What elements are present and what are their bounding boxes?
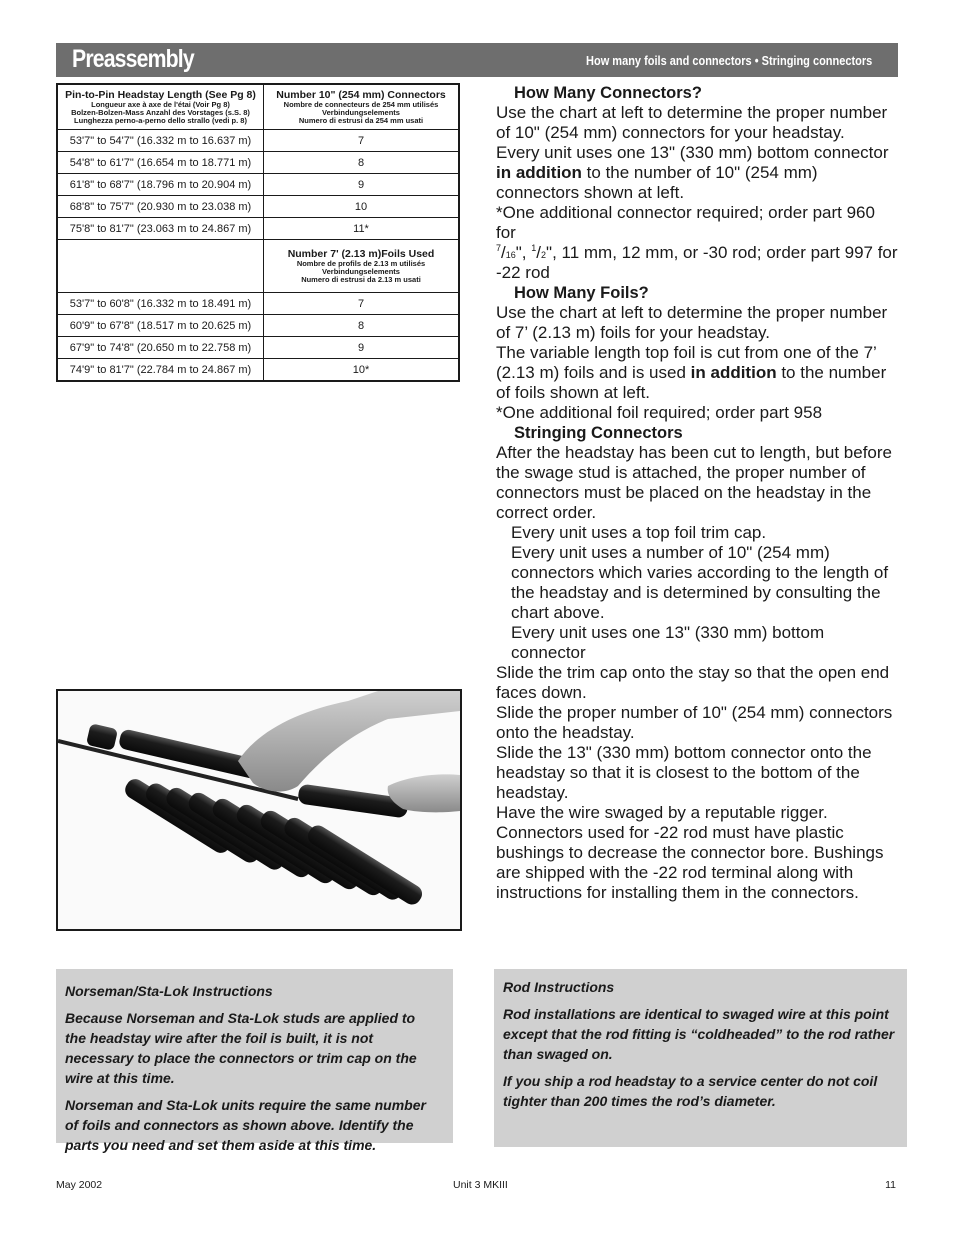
trim-cap (86, 723, 118, 751)
connectors-photo (56, 689, 462, 931)
paragraph: Use the chart at left to determine the proper number of 7’ (2.13 m) foils for your headstay. (496, 303, 888, 342)
table-row (57, 293, 459, 315)
heading-foils: How Many Foils? (514, 284, 649, 302)
note-paragraph: If you ship a rod headstay to a service center do not coil tighter than 200 times the rod’s diameter. (503, 1073, 878, 1109)
footer-unit: Unit 3 MKIII (453, 1179, 508, 1191)
count-cell: 8 (264, 152, 460, 174)
table-header-row (57, 84, 459, 130)
count-cell: 11* (264, 218, 460, 240)
headstay-chart-table (56, 83, 460, 382)
count-cell: 7 (264, 130, 460, 152)
note-title: Norseman/Sta-Lok Instructions (65, 983, 273, 999)
norseman-instructions-box (56, 969, 453, 1153)
table-row (57, 174, 459, 196)
right-column (496, 83, 898, 903)
note-paragraph: Because Norseman and Sta-Lok studs are applied to the headstay wire after the foil is built, it is not necessary to place the connectors or trim cap on the wire at this time. (65, 1010, 417, 1086)
length-cell: 61'8" to 68'7" (18.796 m to 20.904 m) (57, 174, 264, 196)
table-row (57, 152, 459, 174)
paragraph: Connectors used for -22 rod must have plastic bushings to decrease the connector bore. Bushings are shipped with the -22 rod terminal along with instructions for installing them in the connectors. (496, 823, 884, 902)
paragraph (496, 143, 898, 203)
list-item: Every unit uses a number of 10" (254 mm) connectors which varies according to the length of the headstay and is determined by consulting the chart above. (511, 543, 889, 622)
text-span: *One additional connector required; order part 960 for (496, 203, 875, 242)
length-cell: 67'9" to 74'8" (20.650 m to 22.758 m) (57, 337, 264, 359)
paragraph: After the headstay has been cut to length, but before the swage stud is attached, the proper number of connectors must be placed on the headstay in the correct order. (496, 443, 892, 522)
list-item: Every unit uses a top foil trim cap. (511, 523, 767, 542)
paragraph (496, 343, 898, 403)
text-span: to the number of foils shown at left. (496, 363, 887, 402)
bold-text: in addition (496, 163, 582, 182)
length-cell: 60'9" to 67'8" (18.517 m to 20.625 m) (57, 315, 264, 337)
footer-page-number: 11 (885, 1179, 896, 1191)
bold-text: in addition (690, 363, 777, 382)
paragraph: Slide the proper number of 10" (254 mm) connectors onto the headstay. (496, 703, 893, 742)
table-row (57, 196, 459, 218)
footer-date: May 2002 (56, 1179, 103, 1191)
length-column-header (57, 84, 264, 130)
length-cell: 74'9" to 81'7" (22.784 m to 24.867 m) (57, 359, 264, 382)
header-fr-text: Nombre de profils de 2.13 m utilisés (296, 259, 426, 268)
length-cell: 75'8" to 81'7" (23.063 m to 24.867 m) (57, 218, 264, 240)
paragraph: Have the wire swaged by a reputable rigger. (496, 803, 828, 822)
page-title: Preassembly (72, 45, 194, 73)
fraction-denominator: 2 (541, 250, 547, 260)
list-item: Every unit uses one 13" (330 mm) bottom connector (511, 623, 825, 662)
fraction-numerator: 7 (496, 243, 502, 253)
table-row (57, 315, 459, 337)
empty-header-cell (57, 240, 264, 293)
count-cell: 9 (264, 174, 460, 196)
count-cell: 8 (264, 315, 460, 337)
fraction-numerator: 1 (531, 243, 537, 253)
header-main-text: Pin-to-Pin Headstay Length (See Pg 8) (65, 89, 256, 101)
note-title: Rod Instructions (503, 979, 615, 995)
text-span: to the number of 10" (254 mm) connectors shown at left. (496, 163, 818, 202)
header-it-text: Lunghezza perno-a-perno dello strallo (vedi p. 8) (74, 116, 247, 125)
photo-illustration (58, 691, 460, 929)
table-row (57, 218, 459, 240)
count-cell: 7 (264, 293, 460, 315)
header-it-text: Numero di estrusi da 2.13 m usati (301, 275, 421, 284)
heading-connectors: How Many Connectors? (514, 84, 702, 102)
table-row (57, 337, 459, 359)
length-cell: 54'8" to 61'7" (16.654 m to 18.771 m) (57, 152, 264, 174)
paragraph: Slide the trim cap onto the stay so that the open end faces down. (496, 663, 890, 702)
paragraph: Use the chart at left to determine the proper number of 10" (254 mm) connectors for your headstay. (496, 103, 888, 142)
count-cell: 10 (264, 196, 460, 218)
length-cell: 53'7" to 60'8" (16.332 m to 18.491 m) (57, 293, 264, 315)
paragraph: *One additional foil required; order part 958 (496, 403, 823, 422)
header-fr-text: Longueur axe à axe de l'étai (Voir Pg 8) (91, 100, 230, 109)
paragraph: *One additional connector required; order part 960 for $^7$/16", $^1$/2", 11 mm, 12 mm, or -30 rod; order part 997 for -22 rod (496, 203, 898, 282)
header-de-text: Verbindungselements (322, 108, 400, 117)
length-cell: 68'8" to 75'7" (20.930 m to 23.038 m) (57, 196, 264, 218)
header-fr-text: Nombre de connecteurs de 254 mm utilisés (283, 100, 439, 109)
header-it-text: Numero di estrusi da 254 mm usati (298, 116, 424, 125)
header-de-text: Bolzen-Bolzen-Mass Anzahl des Vorstages (s.S. 8) (71, 108, 250, 117)
header-de-text: Verbindungselements (322, 267, 400, 276)
note-paragraph: Rod installations are identical to swaged wire at this point except that the rod fitting is “coldheaded” to the rod rather than swaged on. (503, 1006, 895, 1062)
count-cell: 10* (264, 359, 460, 382)
paragraph: Slide the 13" (330 mm) bottom connector onto the headstay so that it is closest to the bottom of the headstay. (496, 743, 872, 802)
table-row (57, 359, 459, 382)
foil-column-header (264, 240, 460, 293)
length-cell: 53'7" to 54'7" (16.332 m to 16.637 m) (57, 130, 264, 152)
header-main-text: Number 7' (2.13 m)Foils Used (287, 248, 435, 260)
heading-stringing: Stringing Connectors (514, 424, 683, 442)
header-bar (56, 43, 898, 77)
table-row (57, 130, 459, 152)
page-subtitle: How many foils and connectors • Stringing connectors (585, 54, 872, 68)
connector-column-header (264, 84, 460, 130)
text-span: , 11 mm, 12 mm, or -30 rod; order part 997 for -22 rod (496, 243, 898, 282)
note-paragraph: Norseman and Sta-Lok units require the same number of foils and connectors as shown above. Identify the parts you need and set them aside at this time. (65, 1097, 426, 1153)
fraction-denominator: 16 (505, 250, 516, 260)
header-main-text: Number 10" (254 mm) Connectors (276, 89, 446, 101)
count-cell: 9 (264, 337, 460, 359)
foil-header-row (57, 240, 459, 293)
rod-instructions-box (494, 969, 907, 1147)
text-span: The variable length top foil is cut from one of the 7’ (2.13 m) foils and is used (496, 343, 877, 382)
text-span: Every unit uses one 13" (330 mm) bottom connector (496, 143, 889, 162)
